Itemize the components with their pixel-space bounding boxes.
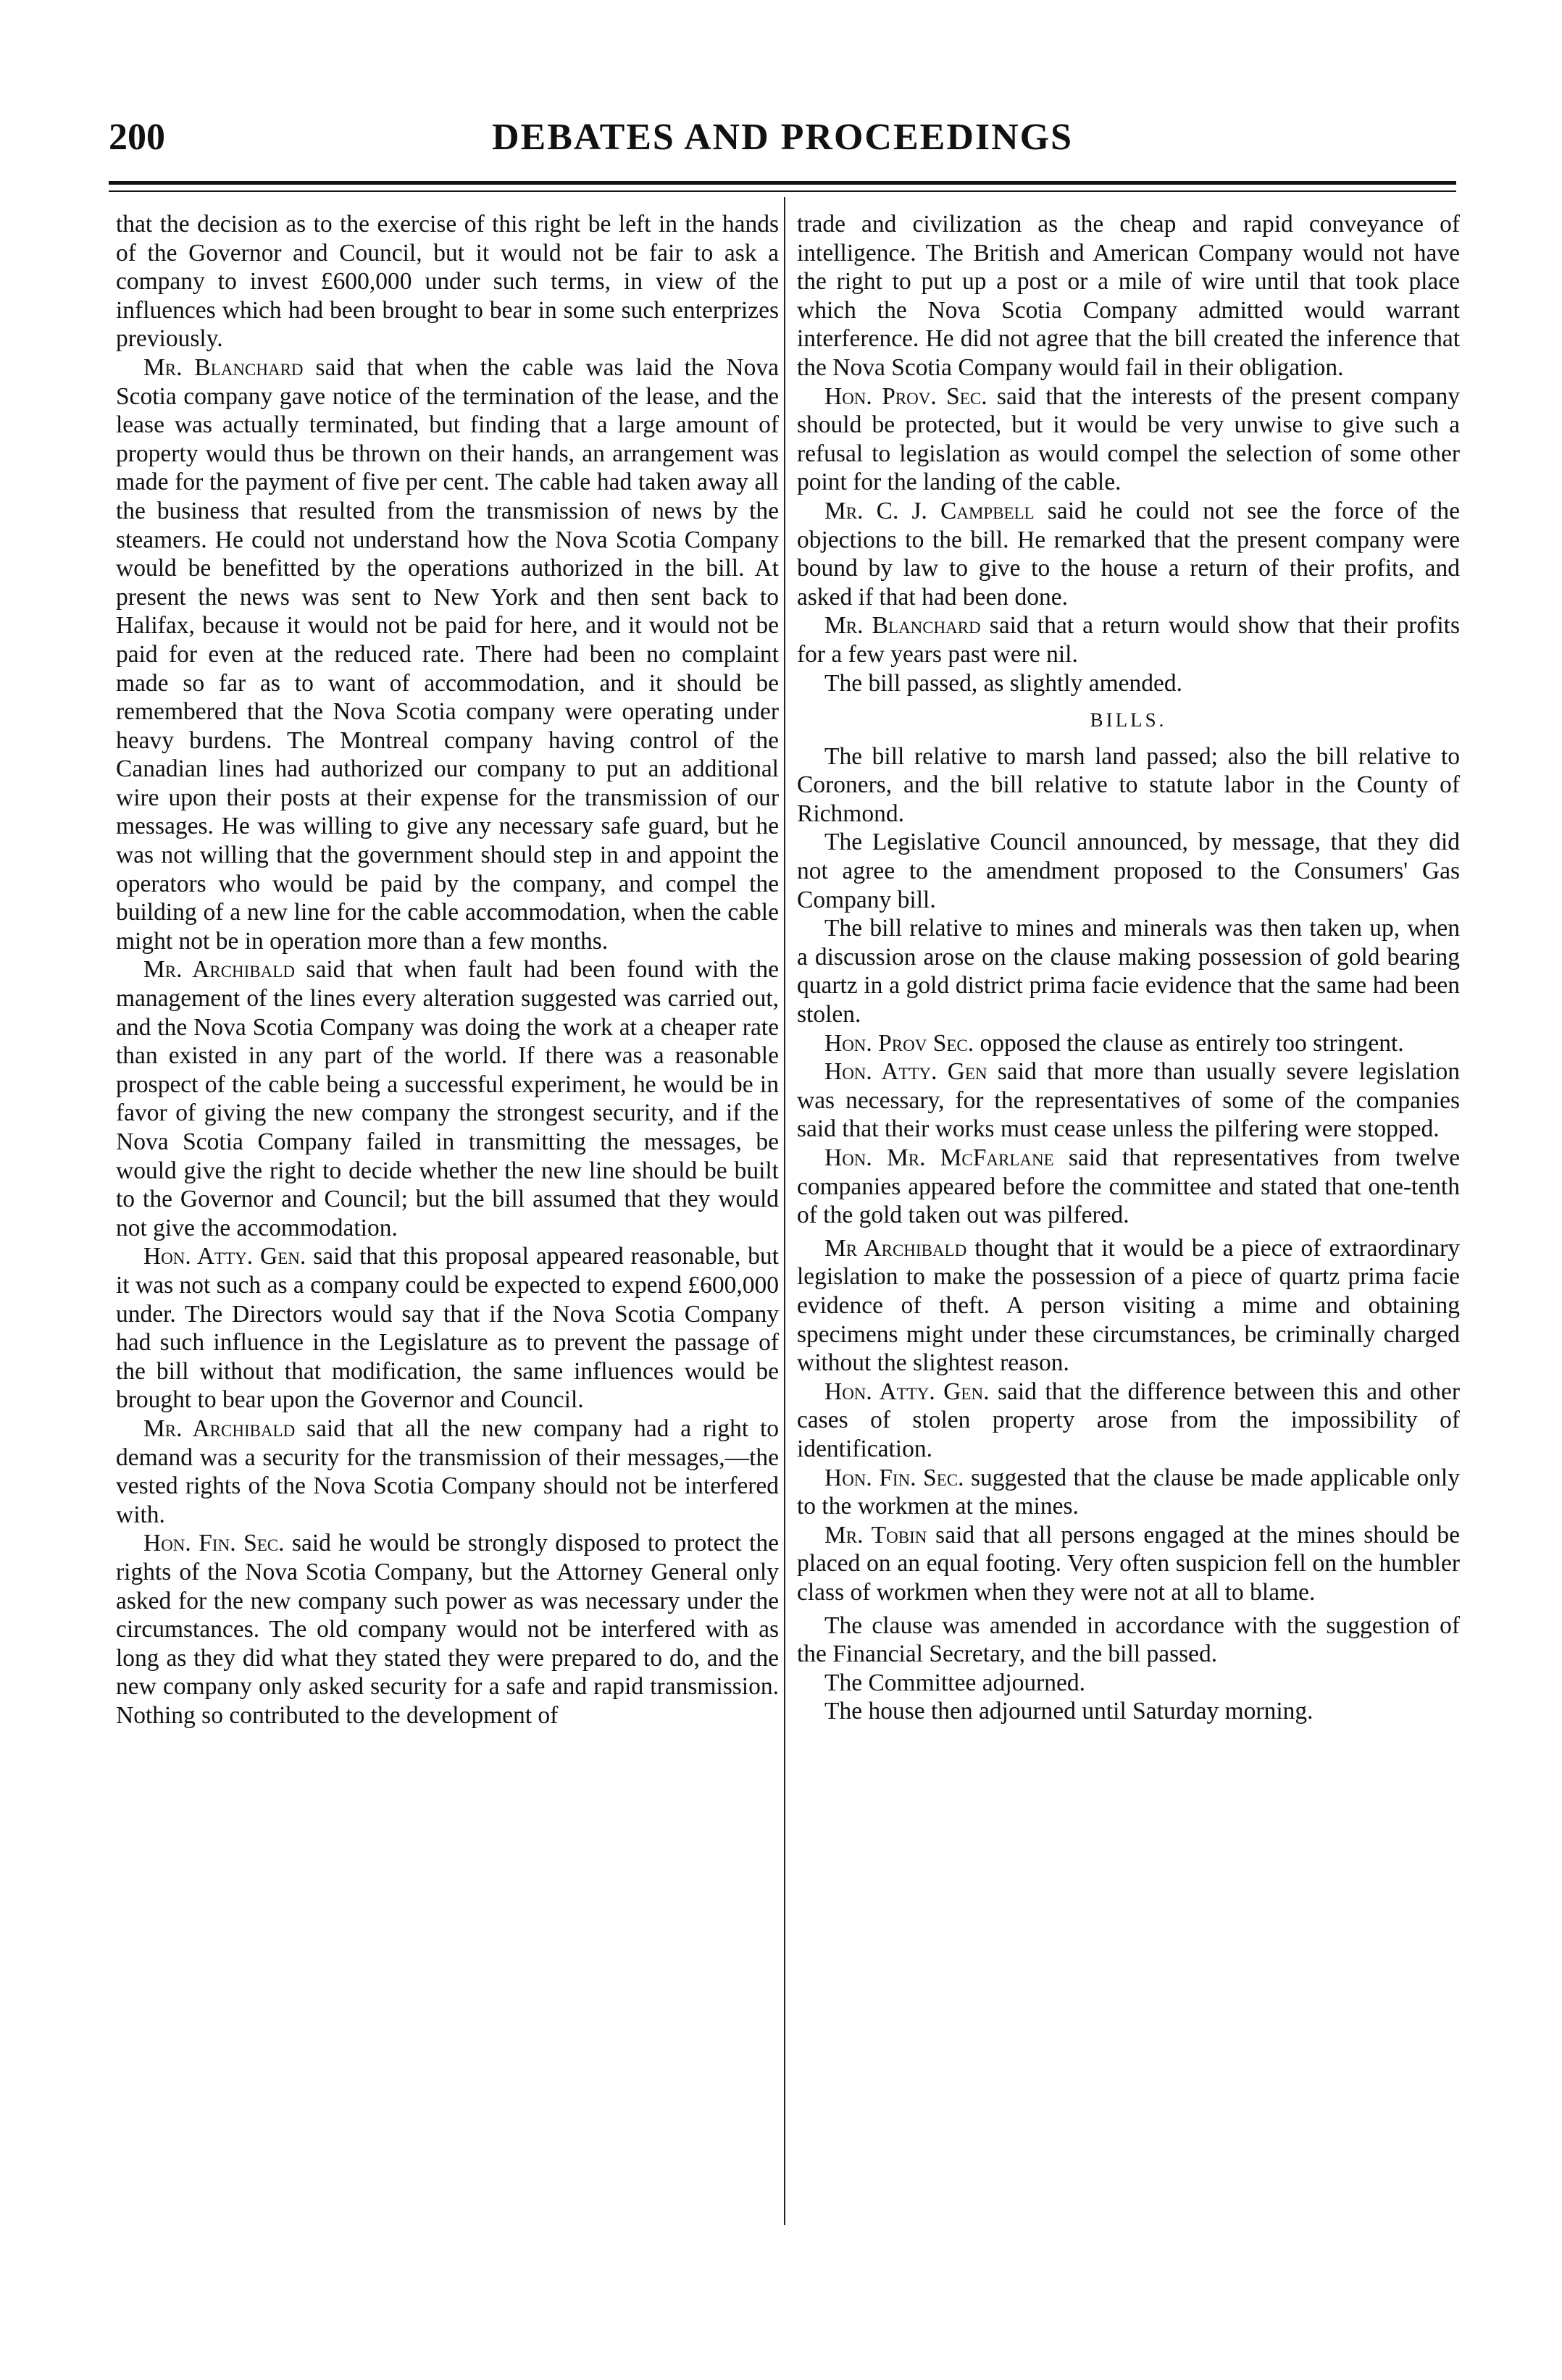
paragraph-text: said that all persons engaged at the mines should be placed on an equal footing. Very often suspicion fell on the humbler class of workmen when they were not at all to blame. — [797, 1521, 1460, 1606]
speaker-name: Hon. Fin. Sec. — [143, 1530, 285, 1557]
speaker-name: Hon. Atty. Gen. — [824, 1378, 990, 1405]
paragraph — [116, 955, 779, 1242]
paragraph-text: The bill passed, as slightly amended. — [824, 669, 1183, 697]
section-heading-bills: BILLS. — [1090, 709, 1167, 732]
paragraph-text: said that more than usually severe legislation was necessary, for the representatives of some of the companies said that their works must cease unless the pilfering were stopped. — [797, 1058, 1460, 1143]
paragraph — [797, 1234, 1460, 1378]
paragraph-text: said that this proposal appeared reasonable, but it was not such as a company could be expected to expend £600,000 under. The Directors would say that if the Nova Scotia Company had such influence in the Legislature as to prevent the passage of the bill without that modification, the same influences would be brought to bear upon the Governor and Council. — [116, 1243, 779, 1414]
paragraph — [797, 382, 1460, 497]
speaker-name: Mr. Archibald — [143, 1415, 296, 1442]
paragraph — [797, 1612, 1460, 1669]
paragraph — [797, 914, 1460, 1028]
paragraph-text: thought that it would be a piece of extraordinary legislation to make the possession of a piece of quartz prima facie evidence of theft. A person visiting a mime and obtaining specimens might under these circumstances, be criminally charged without the slightest reason. — [797, 1234, 1460, 1377]
paragraph — [797, 742, 1460, 829]
paragraph — [116, 1242, 779, 1415]
paragraph — [797, 611, 1460, 669]
paragraph-text: The bill relative to mines and minerals was then taken up, when a discussion arose on the clause making possession of gold bearing quartz in a gold district prima facie evidence that the same had been stolen. — [797, 915, 1460, 1028]
paragraph — [797, 1057, 1460, 1144]
paragraph-text: that the decision as to the exercise of this right be left in the hands of the Governor and Council, but it would not be fair to ask a company to invest £600,000 under such terms, in view of the influences which had been brought to bear in some such enterprizes previously. — [116, 211, 779, 353]
paragraph-text: The Committee adjourned. — [824, 1669, 1086, 1696]
paragraph-text: The bill relative to marsh land passed; also the bill relative to Coroners, and the bill relative to statute labor in the County of Richmond. — [797, 742, 1460, 827]
header-rule-thin — [109, 190, 1456, 192]
right-column — [797, 210, 1460, 2339]
speaker-name: Mr. Blanchard — [143, 353, 304, 381]
paragraph — [797, 1669, 1460, 1698]
paragraph — [116, 353, 779, 955]
paragraph — [797, 210, 1460, 382]
paragraph — [797, 669, 1460, 698]
speaker-name: Hon. Fin. Sec. — [824, 1464, 964, 1491]
paragraph-text: trade and civilization as the cheap and rapid conveyance of intelligence. The British and American Company would not have the right to put up a post or a mile of wire until that took place which the Nova Scotia Company admitted would warrant interference. He did not agree that the bill created the inference that the Nova Scotia Company would fail in their obligation. — [797, 211, 1460, 381]
paragraph — [797, 1144, 1460, 1230]
paragraph-text: The house then adjourned until Saturday morning. — [824, 1698, 1314, 1725]
paragraph-text: said that the difference between this and other cases of stolen property arose from the impossibility of identification. — [797, 1378, 1460, 1462]
paragraph — [116, 210, 779, 353]
paragraph-text: said that a return would show that their profits for a few years past were nil. — [797, 612, 1460, 668]
paragraph-text: said that the interests of the present company should be protected, but it would be very unwise to give such a refusal to legislation as would compel the selection of some other point for the landing of the cable. — [797, 382, 1460, 496]
speaker-name: Hon. Atty. Gen. — [143, 1243, 306, 1270]
speaker-name: Hon. Mr. McFarlane — [824, 1144, 1054, 1171]
speaker-name: Mr. C. J. Campbell — [824, 497, 1035, 524]
paragraph-text: said that when fault had been found with the management of the lines every alteration suggested was carried out, and the Nova Scotia Company was doing the work at a cheaper rate than existed in any part of the world. If there was a reasonable prospect of the cable being a successful experiment, he would be in favor of giving the new company the strongest security, and if the Nova Scotia Company failed in transmitting the messages, be would give the right to decide whether the new line should be built to the Governor and Council; but the bill assumed that they would not give the accommodation. — [116, 956, 779, 1241]
paragraph-text: The clause was amended in accordance with the suggestion of the Financial Secretary, and the bill passed. — [797, 1612, 1460, 1668]
header-rule-thick — [109, 181, 1456, 185]
paragraph — [116, 1415, 779, 1529]
paragraph-text: said he could not see the force of the objections to the bill. He remarked that the present company were bound by law to give to the house a return of their profits, and asked if that had been done. — [797, 497, 1460, 611]
paragraph — [116, 1529, 779, 1730]
paragraph — [797, 1029, 1460, 1058]
paragraph — [797, 1464, 1460, 1521]
paragraph-text: suggested that the clause be made applicable only to the workmen at the mines. — [797, 1464, 1460, 1520]
paragraph-text: said that when the cable was laid the Nova Scotia company gave notice of the termination of the lease, and the lease was actually terminated, but finding that a large amount of property would thus be thrown on their hands, an arrangement was made for the payment of five per cent. The cable had taken away all the business that resulted from the transmission of news by the steamers. He could not understand how the Nova Scotia Company would be benefitted by the operations authorized in the bill. At present the news was sent to New York and then sent back to Halifax, because it would not be paid for here, and it would not be paid for even at the reduced rate. There had been no complaint made so far as to want of accommodation, and it should be remembered that the Nova Scotia company were operating under heavy burdens. The Montreal company having control of the Canadian lines had authorized our company to put an additional wire upon their posts at their expense for the transmission of our messages. He was willing to give any necessary safe guard, but he was not willing that the government should step in and appoint the operators who would be paid by the company, and compel the building of a new line for the cable accommodation, when the cable might not be in operation more than a few months. — [116, 353, 779, 955]
page-number: 200 — [109, 117, 165, 158]
speaker-name: Mr. Archibald — [143, 956, 295, 984]
speaker-name: Hon. Prov. Sec. — [824, 382, 987, 410]
paragraph-text: opposed the clause as entirely too stringent. — [974, 1029, 1404, 1057]
speaker-name: Hon. Prov Sec. — [824, 1029, 974, 1057]
speaker-name: Mr. Blanchard — [824, 612, 981, 640]
paragraph-text: said that all the new company had a right to demand was a security for the transmission of their messages,—the vested rights of the Nova Scotia Company should not be interfered with. — [116, 1415, 779, 1528]
column-divider — [784, 197, 785, 2225]
speaker-name: Mr. Tobin — [824, 1521, 927, 1549]
running-head — [109, 109, 1456, 167]
paragraph — [797, 1697, 1460, 1726]
paragraph-text: The Legislative Council announced, by message, that they did not agree to the amendment proposed to the Consumers' Gas Company bill. — [797, 829, 1460, 913]
paragraph — [797, 1378, 1460, 1464]
paragraph-text: said he would be strongly disposed to protect the rights of the Nova Scotia Company, but the Attorney General only asked for the new company such power as was necessary under the circumstances. The old company would not be interfered with as long as they did what they stated they were prepared to do, and the new company only asked security for a safe and rapid transmission. Nothing so contributed to the development of — [116, 1530, 779, 1729]
paragraph — [797, 1521, 1460, 1607]
paragraph — [797, 828, 1460, 914]
running-title: DEBATES AND PROCEEDINGS — [491, 117, 1074, 158]
paragraph-text: said that representatives from twelve companies appeared before the committee and stated that one-tenth of the gold taken out was pilfered. — [797, 1144, 1460, 1229]
speaker-name: Mr Archibald — [824, 1234, 967, 1262]
speaker-name: Hon. Atty. Gen — [824, 1058, 987, 1086]
left-column — [116, 210, 779, 2339]
paragraph — [797, 497, 1460, 611]
